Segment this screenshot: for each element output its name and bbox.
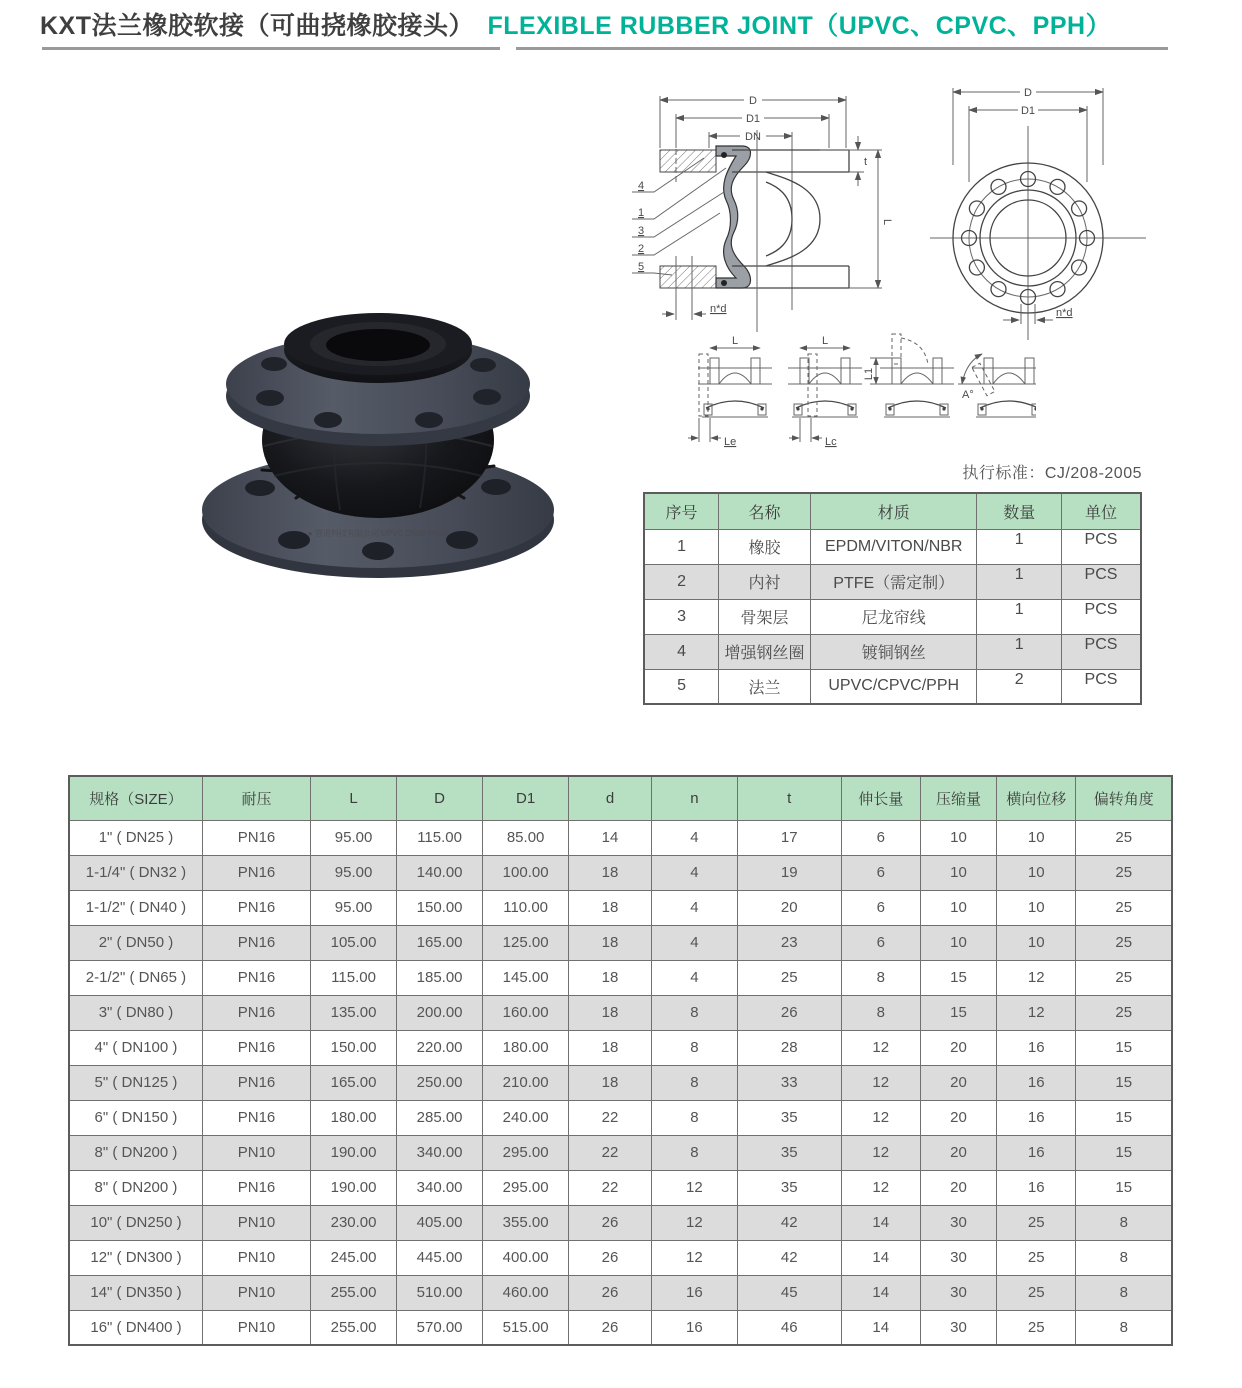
table-cell: 160.00 — [483, 995, 569, 1030]
table-cell: 25 — [1076, 995, 1172, 1030]
table-cell: 145.00 — [483, 960, 569, 995]
table-cell: 10 — [920, 820, 996, 855]
page-title — [40, 6, 1200, 42]
table-cell: 200.00 — [397, 995, 483, 1030]
table-cell: 8 — [841, 960, 920, 995]
table-cell: UPVC/CPVC/PPH — [810, 669, 976, 704]
table-cell: 25 — [1076, 925, 1172, 960]
table-cell: 10 — [997, 890, 1076, 925]
table-cell: 140.00 — [397, 855, 483, 890]
table-cell: 460.00 — [483, 1275, 569, 1310]
table-cell: 26 — [569, 1205, 652, 1240]
column-header: 数量 — [977, 493, 1061, 529]
part-ref-2: 2 — [638, 243, 645, 255]
table-cell: PCS — [1061, 599, 1141, 634]
title-chinese: KXT法兰橡胶软接（可曲挠橡胶接头） — [40, 12, 475, 40]
column-header: t — [737, 776, 841, 820]
table-row — [69, 1240, 1172, 1275]
table-cell: 2" ( DN50 ) — [69, 925, 202, 960]
mode-label-Lc: Lc — [825, 436, 837, 448]
table-cell: 法兰 — [719, 669, 811, 704]
table-cell: 8 — [1076, 1310, 1172, 1345]
table-cell: 12 — [651, 1205, 737, 1240]
table-cell: 405.00 — [397, 1205, 483, 1240]
table-cell: 10 — [920, 855, 996, 890]
table-cell: 6 — [841, 890, 920, 925]
table-cell: 25 — [997, 1240, 1076, 1275]
spec-table — [68, 775, 1173, 1346]
table-cell: 15 — [1076, 1065, 1172, 1100]
table-cell: 6 — [841, 925, 920, 960]
table-cell: 1 — [644, 529, 719, 564]
table-cell: 14 — [841, 1310, 920, 1345]
table-cell: 8 — [651, 1135, 737, 1170]
table-row — [69, 890, 1172, 925]
table-cell: PN16 — [202, 1065, 310, 1100]
table-cell: PN10 — [202, 1275, 310, 1310]
table-cell: 355.00 — [483, 1205, 569, 1240]
table-cell: 340.00 — [397, 1135, 483, 1170]
table-cell: 445.00 — [397, 1240, 483, 1275]
table-cell: 16 — [651, 1310, 737, 1345]
table-cell: 240.00 — [483, 1100, 569, 1135]
table-cell: 12" ( DN300 ) — [69, 1240, 202, 1275]
title-english: FLEXIBLE RUBBER JOINT（UPVC、CPVC、PPH） — [487, 12, 1112, 40]
table-cell: 15 — [1076, 1030, 1172, 1065]
table-cell: 3 — [644, 599, 719, 634]
table-cell: PN16 — [202, 960, 310, 995]
table-cell: 1-1/4" ( DN32 ) — [69, 855, 202, 890]
table-cell: 4 — [651, 960, 737, 995]
table-cell: PTFE（需定制） — [810, 564, 976, 599]
table-cell: 190.00 — [311, 1170, 397, 1205]
table-cell: 19 — [737, 855, 841, 890]
dim-label-t: t — [864, 156, 868, 168]
table-cell: 16 — [651, 1275, 737, 1310]
table-cell: 10 — [997, 925, 1076, 960]
table-cell: 16 — [997, 1135, 1076, 1170]
part-ref-5: 5 — [638, 261, 645, 273]
front-dim-D1: D1 — [1020, 105, 1036, 117]
dim-label-D: D — [749, 95, 757, 107]
page-header — [40, 6, 1200, 42]
mode-label-Le: Le — [724, 436, 737, 448]
table-cell: 10" ( DN250 ) — [69, 1205, 202, 1240]
table-cell: 8 — [651, 995, 737, 1030]
table-row — [69, 1310, 1172, 1345]
table-cell: 12 — [841, 1170, 920, 1205]
table-cell: 4" ( DN100 ) — [69, 1030, 202, 1065]
table-cell: 1 — [977, 599, 1061, 634]
table-cell: 10 — [920, 890, 996, 925]
table-cell: 4 — [651, 925, 737, 960]
table-cell: 115.00 — [311, 960, 397, 995]
table-cell: 295.00 — [483, 1135, 569, 1170]
table-cell: 4 — [644, 634, 719, 669]
dim-label-nd: n*d — [710, 303, 727, 315]
table-cell: 115.00 — [397, 820, 483, 855]
table-cell: 8 — [841, 995, 920, 1030]
table-cell: 8 — [1076, 1275, 1172, 1310]
front-dim-D: D — [1024, 87, 1032, 99]
table-cell: 245.00 — [311, 1240, 397, 1275]
column-header: 材质 — [810, 493, 976, 529]
table-cell: 15 — [1076, 1170, 1172, 1205]
table-cell: 30 — [920, 1275, 996, 1310]
table-cell: 6 — [841, 820, 920, 855]
table-cell: 570.00 — [397, 1310, 483, 1345]
table-cell: 150.00 — [397, 890, 483, 925]
table-cell: 255.00 — [311, 1275, 397, 1310]
column-header: 伸长量 — [841, 776, 920, 820]
table-row — [644, 529, 1141, 564]
table-cell: 6" ( DN150 ) — [69, 1100, 202, 1135]
table-cell: 8" ( DN200 ) — [69, 1135, 202, 1170]
table-cell: PCS — [1061, 564, 1141, 599]
table-cell: 105.00 — [311, 925, 397, 960]
table-cell: PN16 — [202, 855, 310, 890]
table-cell: PCS — [1061, 669, 1141, 704]
parts-table-header-row — [644, 493, 1141, 529]
table-cell: 14 — [841, 1205, 920, 1240]
dim-label-L: L — [881, 218, 893, 226]
table-row — [69, 925, 1172, 960]
table-cell: 4 — [651, 855, 737, 890]
table-cell: 25 — [1076, 855, 1172, 890]
table-cell: PN16 — [202, 890, 310, 925]
mode-label-L1: L1 — [863, 367, 875, 381]
table-cell: 190.00 — [311, 1135, 397, 1170]
column-header: n — [651, 776, 737, 820]
table-cell: 1 — [977, 634, 1061, 669]
column-header: 耐压 — [202, 776, 310, 820]
table-cell: PN16 — [202, 1170, 310, 1205]
table-cell: 1" ( DN25 ) — [69, 820, 202, 855]
column-header: D1 — [483, 776, 569, 820]
table-cell: PN10 — [202, 1135, 310, 1170]
table-cell: 20 — [920, 1170, 996, 1205]
table-cell: 4 — [651, 890, 737, 925]
title-underline-right — [516, 47, 1168, 50]
table-cell: 16" ( DN400 ) — [69, 1310, 202, 1345]
dim-label-D1: D1 — [745, 113, 761, 125]
flange-print-text: ● 管道科技有限公司 UPVC DN80 PN16 — [307, 529, 449, 538]
table-cell: 14 — [841, 1240, 920, 1275]
table-cell: 10 — [997, 820, 1076, 855]
table-cell: 12 — [841, 1065, 920, 1100]
table-cell: 2 — [977, 669, 1061, 704]
table-cell: 22 — [569, 1100, 652, 1135]
mode-dim-L1top: L — [731, 335, 739, 347]
column-header: 压缩量 — [920, 776, 996, 820]
table-cell: 14" ( DN350 ) — [69, 1275, 202, 1310]
table-cell: 14 — [569, 820, 652, 855]
table-cell: 180.00 — [311, 1100, 397, 1135]
table-cell: 165.00 — [397, 925, 483, 960]
table-cell: 8 — [651, 1100, 737, 1135]
table-cell: 110.00 — [483, 890, 569, 925]
column-header: d — [569, 776, 652, 820]
table-row — [644, 564, 1141, 599]
parts-table — [643, 492, 1142, 705]
table-cell: 30 — [920, 1310, 996, 1345]
table-cell: 尼龙帘线 — [810, 599, 976, 634]
table-cell: 85.00 — [483, 820, 569, 855]
table-cell: 8" ( DN200 ) — [69, 1170, 202, 1205]
table-cell: 180.00 — [483, 1030, 569, 1065]
part-ref-1: 1 — [638, 207, 645, 219]
table-cell: 26 — [569, 1310, 652, 1345]
table-row — [69, 1065, 1172, 1100]
table-cell: 1-1/2" ( DN40 ) — [69, 890, 202, 925]
table-cell: 1 — [977, 564, 1061, 599]
table-cell: 210.00 — [483, 1065, 569, 1100]
table-cell: 14 — [841, 1275, 920, 1310]
column-header: 序号 — [644, 493, 719, 529]
table-cell: 8 — [651, 1065, 737, 1100]
table-cell: 12 — [651, 1170, 737, 1205]
table-cell: 12 — [997, 960, 1076, 995]
table-cell: 8 — [651, 1030, 737, 1065]
table-cell: 33 — [737, 1065, 841, 1100]
table-cell: 45 — [737, 1275, 841, 1310]
table-cell: 35 — [737, 1100, 841, 1135]
table-cell: 骨架层 — [719, 599, 811, 634]
table-cell: 26 — [737, 995, 841, 1030]
table-cell: 285.00 — [397, 1100, 483, 1135]
table-cell: 135.00 — [311, 995, 397, 1030]
table-cell: 镀铜钢丝 — [810, 634, 976, 669]
table-cell: 400.00 — [483, 1240, 569, 1275]
standard-reference: 执行标准：CJ/208-2005 — [962, 465, 1142, 482]
table-cell: 15 — [1076, 1135, 1172, 1170]
table-cell: 5" ( DN125 ) — [69, 1065, 202, 1100]
table-cell: 2-1/2" ( DN65 ) — [69, 960, 202, 995]
table-cell: 125.00 — [483, 925, 569, 960]
table-cell: 3" ( DN80 ) — [69, 995, 202, 1030]
table-cell: 150.00 — [311, 1030, 397, 1065]
table-cell: 22 — [569, 1170, 652, 1205]
table-cell: EPDM/VITON/NBR — [810, 529, 976, 564]
table-cell: 18 — [569, 1065, 652, 1100]
table-cell: 18 — [569, 890, 652, 925]
table-cell: 295.00 — [483, 1170, 569, 1205]
displacement-mode-diagrams — [688, 328, 1036, 460]
column-header: 单位 — [1061, 493, 1141, 529]
part-ref-3: 3 — [638, 225, 645, 237]
table-cell: 4 — [651, 820, 737, 855]
table-cell: 10 — [997, 855, 1076, 890]
column-header: 偏转角度 — [1076, 776, 1172, 820]
table-cell: 20 — [737, 890, 841, 925]
table-cell: 42 — [737, 1205, 841, 1240]
table-cell: 17 — [737, 820, 841, 855]
table-cell: 1 — [977, 529, 1061, 564]
table-cell: 18 — [569, 1030, 652, 1065]
table-cell: 18 — [569, 960, 652, 995]
table-row — [644, 634, 1141, 669]
table-cell: 28 — [737, 1030, 841, 1065]
table-cell: 16 — [997, 1100, 1076, 1135]
column-header: 规格（SIZE） — [69, 776, 202, 820]
table-cell: 100.00 — [483, 855, 569, 890]
title-underline-left — [42, 47, 500, 50]
column-header: 横向位移 — [997, 776, 1076, 820]
table-row — [69, 1205, 1172, 1240]
table-cell: 30 — [920, 1240, 996, 1275]
table-cell: 95.00 — [311, 855, 397, 890]
table-row — [69, 1135, 1172, 1170]
table-cell: 20 — [920, 1065, 996, 1100]
table-cell: 12 — [997, 995, 1076, 1030]
table-cell: 22 — [569, 1135, 652, 1170]
table-cell: 16 — [997, 1065, 1076, 1100]
table-cell: 25 — [737, 960, 841, 995]
table-cell: 增强钢丝圈 — [719, 634, 811, 669]
table-cell: 25 — [1076, 960, 1172, 995]
table-row — [69, 960, 1172, 995]
table-cell: PN16 — [202, 1100, 310, 1135]
table-cell: PN10 — [202, 1310, 310, 1345]
front-view-drawing — [928, 70, 1166, 342]
table-cell: PN10 — [202, 1240, 310, 1275]
product-photo — [178, 288, 578, 588]
table-cell: 185.00 — [397, 960, 483, 995]
table-row — [69, 1030, 1172, 1065]
table-cell: 46 — [737, 1310, 841, 1345]
column-header: D — [397, 776, 483, 820]
table-cell: 18 — [569, 855, 652, 890]
table-cell: 12 — [841, 1030, 920, 1065]
table-cell: PCS — [1061, 634, 1141, 669]
table-cell: 26 — [569, 1240, 652, 1275]
table-cell: 25 — [997, 1205, 1076, 1240]
table-cell: 95.00 — [311, 890, 397, 925]
table-cell: 10 — [920, 925, 996, 960]
table-cell: 2 — [644, 564, 719, 599]
table-cell: PN16 — [202, 820, 310, 855]
dim-label-DN: DN — [745, 131, 761, 143]
table-cell: 橡胶 — [719, 529, 811, 564]
table-cell: 510.00 — [397, 1275, 483, 1310]
table-cell: 25 — [997, 1275, 1076, 1310]
table-cell: 8 — [1076, 1205, 1172, 1240]
table-cell: 15 — [920, 960, 996, 995]
table-cell: 35 — [737, 1135, 841, 1170]
table-cell: 15 — [920, 995, 996, 1030]
table-cell: 18 — [569, 995, 652, 1030]
table-cell: 16 — [997, 1170, 1076, 1205]
table-cell: 23 — [737, 925, 841, 960]
table-row — [69, 1170, 1172, 1205]
table-cell: 26 — [569, 1275, 652, 1310]
spec-table-header-row — [69, 776, 1172, 820]
table-cell: 340.00 — [397, 1170, 483, 1205]
rubber-joint-photo-illustration — [178, 288, 578, 588]
table-cell: 内衬 — [719, 564, 811, 599]
table-row — [644, 599, 1141, 634]
table-cell: 95.00 — [311, 820, 397, 855]
table-cell: 230.00 — [311, 1205, 397, 1240]
table-cell: 5 — [644, 669, 719, 704]
section-view-drawing — [614, 70, 936, 342]
table-cell: 42 — [737, 1240, 841, 1275]
table-cell: 220.00 — [397, 1030, 483, 1065]
table-cell: 255.00 — [311, 1310, 397, 1345]
part-ref-4: 4 — [638, 180, 645, 192]
table-cell: 250.00 — [397, 1065, 483, 1100]
table-cell: 12 — [841, 1135, 920, 1170]
table-cell: PN16 — [202, 925, 310, 960]
table-cell: 20 — [920, 1135, 996, 1170]
table-row — [644, 669, 1141, 704]
table-cell: 25 — [1076, 890, 1172, 925]
table-row — [69, 995, 1172, 1030]
mode-dim-L2top: L — [821, 335, 829, 347]
table-cell: 20 — [920, 1100, 996, 1135]
mode-label-A: A° — [962, 389, 974, 401]
front-dim-nd: n*d — [1056, 307, 1073, 319]
column-header: 名称 — [719, 493, 811, 529]
table-row — [69, 1275, 1172, 1310]
table-cell: 18 — [569, 925, 652, 960]
table-cell: 25 — [997, 1310, 1076, 1345]
table-row — [69, 855, 1172, 890]
table-cell: 12 — [841, 1100, 920, 1135]
table-cell: 6 — [841, 855, 920, 890]
table-cell: 515.00 — [483, 1310, 569, 1345]
table-cell: PCS — [1061, 529, 1141, 564]
table-cell: 16 — [997, 1030, 1076, 1065]
table-cell: 12 — [651, 1240, 737, 1275]
table-row — [69, 820, 1172, 855]
table-cell: 25 — [1076, 820, 1172, 855]
table-cell: 20 — [920, 1030, 996, 1065]
table-cell: 8 — [1076, 1240, 1172, 1275]
table-cell: 35 — [737, 1170, 841, 1205]
table-cell: PN10 — [202, 1205, 310, 1240]
column-header: L — [311, 776, 397, 820]
table-cell: 30 — [920, 1205, 996, 1240]
table-cell: PN16 — [202, 995, 310, 1030]
table-cell: PN16 — [202, 1030, 310, 1065]
table-cell: 15 — [1076, 1100, 1172, 1135]
table-row — [69, 1100, 1172, 1135]
table-cell: 165.00 — [311, 1065, 397, 1100]
